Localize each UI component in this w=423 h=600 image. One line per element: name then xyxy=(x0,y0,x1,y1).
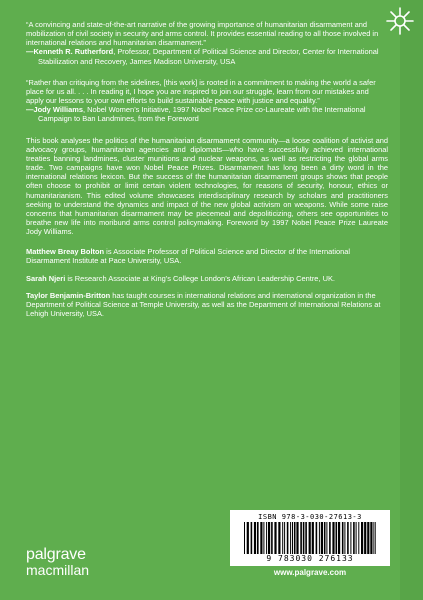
quote-text: “A convincing and state-of-the-art narrative of the growing importance of humanitarian disarmament and mobilization of civil society in security and arms control. It provides essential reading to all those involved in international relations and humanitarian disarmament.” xyxy=(26,20,379,48)
editor-bio-text: is Associate Professor of Political Science and Director of the International Disarmament Institute at Pace University, USA. xyxy=(26,247,351,266)
quote-text: “Rather than critiquing from the sidelines, [this work] is rooted in a commitment to making the world a safer place for us all. . . . In reading it, I hope you are inspired to join our struggle, learn from our mistakes and apply our lessons to your own efforts to build sustainable peace with justice and equality.” xyxy=(26,77,376,106)
quote-author: —Kenneth R. Rutherford xyxy=(26,47,114,57)
barcode-bar xyxy=(251,522,253,554)
barcode-bar xyxy=(271,522,273,554)
isbn-label: ISBN 978-3-030-27613-3 xyxy=(258,513,362,521)
barcode-bar xyxy=(266,522,267,554)
barcode-bar xyxy=(254,522,256,554)
barcode-bar xyxy=(247,522,249,554)
barcode-bar xyxy=(268,522,270,554)
barcode-bar xyxy=(326,522,327,554)
springer-star-logo-icon xyxy=(383,4,417,38)
barcode-bar xyxy=(332,522,334,554)
quote-attribution xyxy=(26,47,388,65)
isbn-barcode xyxy=(230,510,390,566)
spine-edge xyxy=(400,0,423,600)
barcode-bar xyxy=(373,522,374,554)
barcode-bar xyxy=(263,522,264,554)
quote-attribution xyxy=(26,105,388,123)
barcode-bars xyxy=(244,522,376,554)
barcode-bar xyxy=(257,522,259,554)
publisher-line1: palgrave xyxy=(26,546,86,563)
barcode-bar xyxy=(312,522,314,554)
editor-bio xyxy=(26,274,388,283)
barcode-bar xyxy=(364,522,366,554)
publisher-line2: macmillan xyxy=(26,562,90,578)
barcode-bar xyxy=(353,522,355,554)
barcode-bar xyxy=(350,522,351,554)
endorsement-quote xyxy=(26,20,388,66)
publisher-logo xyxy=(26,546,89,578)
barcode-bar xyxy=(336,522,338,554)
barcode-bar xyxy=(375,522,376,554)
endorsement-quote xyxy=(26,78,388,124)
barcode-bar xyxy=(278,522,280,554)
barcode-bar xyxy=(284,522,285,554)
barcode-bar xyxy=(292,522,293,554)
barcode-bar xyxy=(367,522,369,554)
quote-affiliation: , Nobel Women’s Initiative, 1997 Nobel Peace Prize co-Laureate with the International Campaign to Ban Landmines, from the Foreword xyxy=(38,105,366,124)
editor-bio-text: has taught courses in international relations and international organization in the Department of Political Science at Temple University, as well as the Department of International Relations at Lehigh University, USA. xyxy=(26,290,381,319)
barcode-bar xyxy=(305,522,307,554)
editor-name: Matthew Breay Bolton xyxy=(26,247,105,257)
barcode-bar xyxy=(358,522,359,554)
back-cover-text xyxy=(26,20,388,326)
barcode-bar xyxy=(361,522,363,554)
barcode-bar xyxy=(296,522,298,554)
editor-name: Taylor Benjamin-Britton xyxy=(26,290,111,300)
publisher-website: www.palgrave.com xyxy=(273,568,347,577)
barcode-bar xyxy=(316,522,318,554)
barcode-bar xyxy=(287,522,289,554)
barcode-bar xyxy=(338,522,340,554)
barcode-bar xyxy=(321,522,323,554)
barcode-bar xyxy=(309,522,311,554)
barcode-bar xyxy=(290,522,291,554)
editor-bio xyxy=(26,247,388,265)
barcode-bar xyxy=(300,522,302,554)
barcode-bar xyxy=(303,522,305,554)
barcode-bar xyxy=(244,522,245,554)
barcode-bar xyxy=(370,522,372,554)
barcode-bar xyxy=(347,522,349,554)
barcode-bar xyxy=(274,522,276,554)
barcode-bar xyxy=(344,522,345,554)
barcode-bar xyxy=(324,522,326,554)
quote-affiliation: , Professor, Department of Political Science and Director, Center for International Stabilization and Recovery, James Madison University, USA xyxy=(38,47,379,66)
barcode-bar xyxy=(342,522,344,554)
barcode-bar xyxy=(282,522,283,554)
editor-name: Sarah Njeri xyxy=(26,273,66,283)
book-description: This book analyses the politics of the humanitarian disarmament community—a loose coalition of activist and advocacy groups, humanitarian agencies and diplomats—who have successfully achieved international treaties banning landmines, cluster munitions and nuclear weapons, as well as restricting the global arms trade. Two campaigns have won Nobel Peace Prizes. Disarmament has long been a dirty word in the international relations lexicon. But the success of the humanitarian disarmament groups shows that people often choose to prohibit or limit certain violent technologies, for reasons of security, honour, ethics or humanitarianism. This edited volume showcases interdisciplinary research by scholars and practitioners seeking to understand the dynamics and impact of the new global activism on weapons. While some raise concerns that humanitarian disarmament may be piecemeal and depoliticizing, others see opportunities to breathe new life into moribund arms control policymaking. Foreword by 1997 Nobel Peace Prize Laureate Jody Williams. xyxy=(26,135,388,237)
barcode-bar xyxy=(294,522,296,554)
quote-author: —Jody Williams xyxy=(26,105,83,115)
ean-digits: 9 783030 276133 xyxy=(266,554,354,563)
barcode-bar xyxy=(356,522,357,554)
editor-bio xyxy=(26,291,388,318)
barcode-bar xyxy=(329,522,331,554)
barcode-bar xyxy=(260,522,262,554)
barcode-bar xyxy=(319,522,320,554)
editor-bio-text: is Research Associate at King’s College London’s African Leadership Centre, UK. xyxy=(65,273,335,283)
